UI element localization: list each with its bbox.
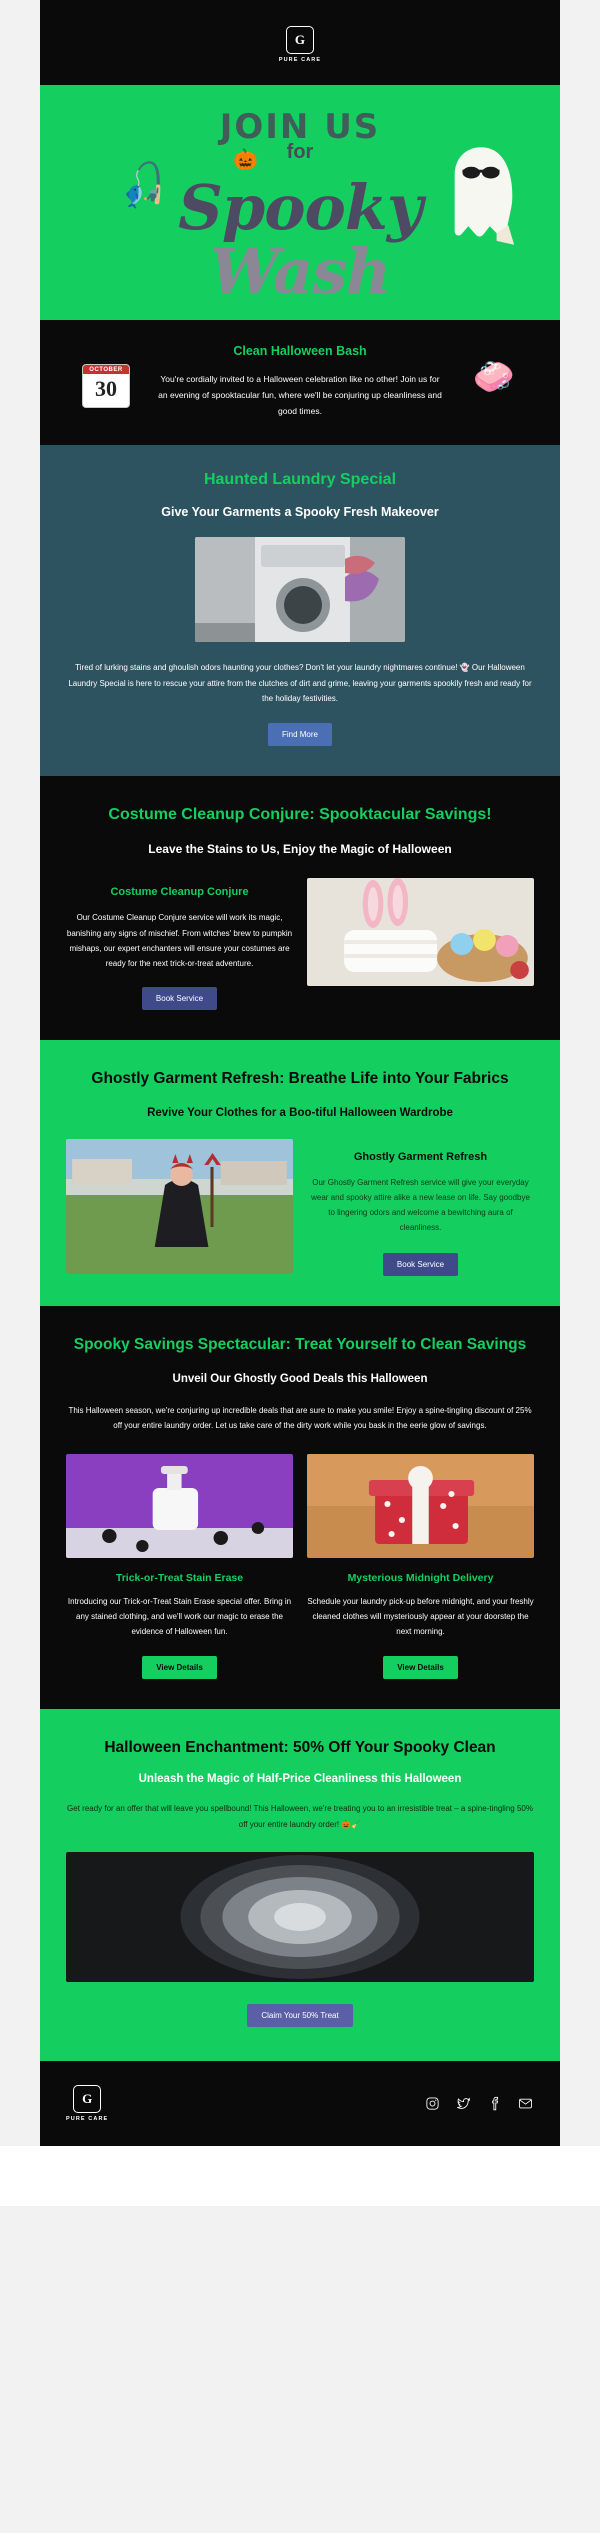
hero-banner [40, 85, 560, 320]
pumpkin-icon: 🎃 [233, 149, 258, 171]
savings-card-image [307, 1454, 534, 1558]
ghostly-book-service-button[interactable]: Book Service [383, 1253, 458, 1276]
view-details-button[interactable]: View Details [383, 1656, 458, 1679]
savings-card [66, 1454, 293, 1679]
logo-text: PURE CARE [278, 57, 322, 63]
calendar-icon [82, 364, 130, 408]
ghostly-card-body: Our Ghostly Garment Refresh service will give your everyday wear and spooky attire alike a new lease on life. Say goodbye to lingering odors and welcome a bewitching aura of cleanliness. [311, 1177, 530, 1233]
calendar-day: 30 [95, 376, 117, 401]
costume-text-column [66, 878, 293, 1010]
costume-card-body: Our Costume Cleanup Conjure service will work its magic, banishing any signs of mischief. From witches' brew to pumpkin mishaps, our expert enchanters will ensure your costumes are ready for the next trick-or-treat adventure. [66, 913, 293, 969]
ghostly-text-column [307, 1139, 534, 1277]
haunted-body: Tired of lurking stains and ghoulish odors haunting your clothes? Don't let your laundry nightmares continue! 👻 Our Halloween Laundry Special is here to rescue your attire from the clutches of dirt and grime, leaving your garments spookily fresh and ready for the holiday festivities. [68, 663, 532, 704]
social-links [424, 2095, 534, 2112]
haunted-title: Haunted Laundry Special [203, 471, 397, 489]
savings-cards [66, 1454, 534, 1679]
facebook-icon[interactable] [486, 2095, 503, 2112]
witch-hat-icon: 🎣 [112, 158, 174, 216]
footer-logo[interactable] [66, 2085, 108, 2122]
find-more-button[interactable]: Find More [268, 723, 332, 746]
ghostly-image [66, 1139, 293, 1274]
savings-card-title: Mysterious Midnight Delivery [347, 1572, 494, 1585]
bash-title: Clean Halloween Bash [233, 344, 367, 358]
ghostly-image-column [66, 1139, 293, 1274]
bash-section [40, 320, 560, 445]
haunted-section [40, 445, 560, 776]
savings-title: Spooky Savings Spectacular: Treat Yourself to Clean Savings [73, 1336, 527, 1354]
logo-mark-icon: G [286, 26, 314, 54]
enchantment-body: Get ready for an offer that will leave you spellbound! This Halloween, we're treating you to an irresistible treat – a spine-tingling 50% off your entire laundry order! 🎃🧹 [67, 1804, 533, 1829]
haunted-image [195, 537, 405, 642]
savings-section [40, 1306, 560, 1708]
costume-card-title: Costume Cleanup Conjure [110, 886, 249, 899]
hero-line-wash: Wash [209, 235, 391, 308]
enchantment-image [66, 1852, 534, 1982]
ghostly-columns [66, 1139, 534, 1277]
enchantment-subtitle: Unleash the Magic of Half-Price Cleanliness this Halloween [138, 1773, 462, 1786]
brand-logo[interactable] [279, 26, 321, 63]
enchantment-section [40, 1709, 560, 2062]
savings-intro: This Halloween season, we're conjuring up incredible deals that are sure to make you smile! Enjoy a spine-tingling discount of 25% off your entire laundry order. Let us take care of the dirty work while you bask in the eerie glow of savings. [68, 1405, 532, 1431]
logo-mark-icon: G [73, 2085, 101, 2113]
email-header [40, 0, 560, 85]
ghostly-title: Ghostly Garment Refresh: Breathe Life into Your Fabrics [91, 1070, 509, 1088]
haunted-subtitle: Give Your Garments a Spooky Fresh Makeover [161, 505, 439, 520]
costume-image-column [307, 878, 534, 986]
broom-icon: 🧼 [472, 358, 516, 396]
bash-text-wrap [156, 342, 444, 419]
email-footer [40, 2061, 560, 2146]
view-details-button[interactable]: View Details [142, 1656, 217, 1679]
savings-card-body: Schedule your laundry pick-up before midnight, and your freshly cleaned clothes will mysteriously appear at your doorstep the next morning. [307, 1597, 534, 1637]
email-icon[interactable] [517, 2095, 534, 2112]
ghostly-card-title: Ghostly Garment Refresh [353, 1150, 488, 1163]
bash-body: You're cordially invited to a Halloween celebration like no other! Join us for an evening of spooktacular fun, where we'll be conjuring up cleanliness and good times. [158, 374, 442, 416]
calendar-month: OCTOBER [83, 365, 129, 374]
claim-treat-button[interactable]: Claim Your 50% Treat [247, 2004, 352, 2027]
hero-line-join: JOIN US [219, 107, 381, 147]
logo-text: PURE CARE [66, 2116, 109, 2123]
hero-line-for: for [286, 141, 314, 163]
savings-card [307, 1454, 534, 1679]
costume-image [307, 878, 534, 986]
bash-calendar-wrap [66, 342, 146, 408]
bash-broom-wrap [454, 342, 534, 394]
costume-subtitle: Leave the Stains to Us, Enjoy the Magic of Halloween [148, 842, 452, 857]
savings-card-image [66, 1454, 293, 1558]
page-tail-spacer [0, 2146, 600, 2206]
instagram-icon[interactable] [424, 2095, 441, 2112]
enchantment-title: Halloween Enchantment: 50% Off Your Spooky Clean [104, 1738, 496, 1756]
costume-book-service-button[interactable]: Book Service [142, 987, 217, 1010]
hero-line-spooky: Spooky [178, 171, 422, 244]
email-body [40, 0, 560, 2146]
twitter-icon[interactable] [455, 2095, 472, 2112]
savings-card-title: Trick-or-Treat Stain Erase [115, 1572, 244, 1585]
ghostly-section [40, 1040, 560, 1306]
savings-card-body: Introducing our Trick-or-Treat Stain Erase special offer. Bring in any stained clothing, and we'll work our magic to erase the evidence of Halloween fun. [67, 1597, 292, 1637]
ghostly-subtitle: Revive Your Clothes for a Boo-tiful Halloween Wardrobe [147, 1106, 453, 1119]
savings-subtitle: Unveil Our Ghostly Good Deals this Halloween [172, 1372, 428, 1385]
costume-columns [66, 878, 534, 1010]
ghost-icon [442, 143, 520, 253]
costume-title: Costume Cleanup Conjure: Spooktacular Savings! [108, 806, 492, 824]
costume-section [40, 776, 560, 1040]
